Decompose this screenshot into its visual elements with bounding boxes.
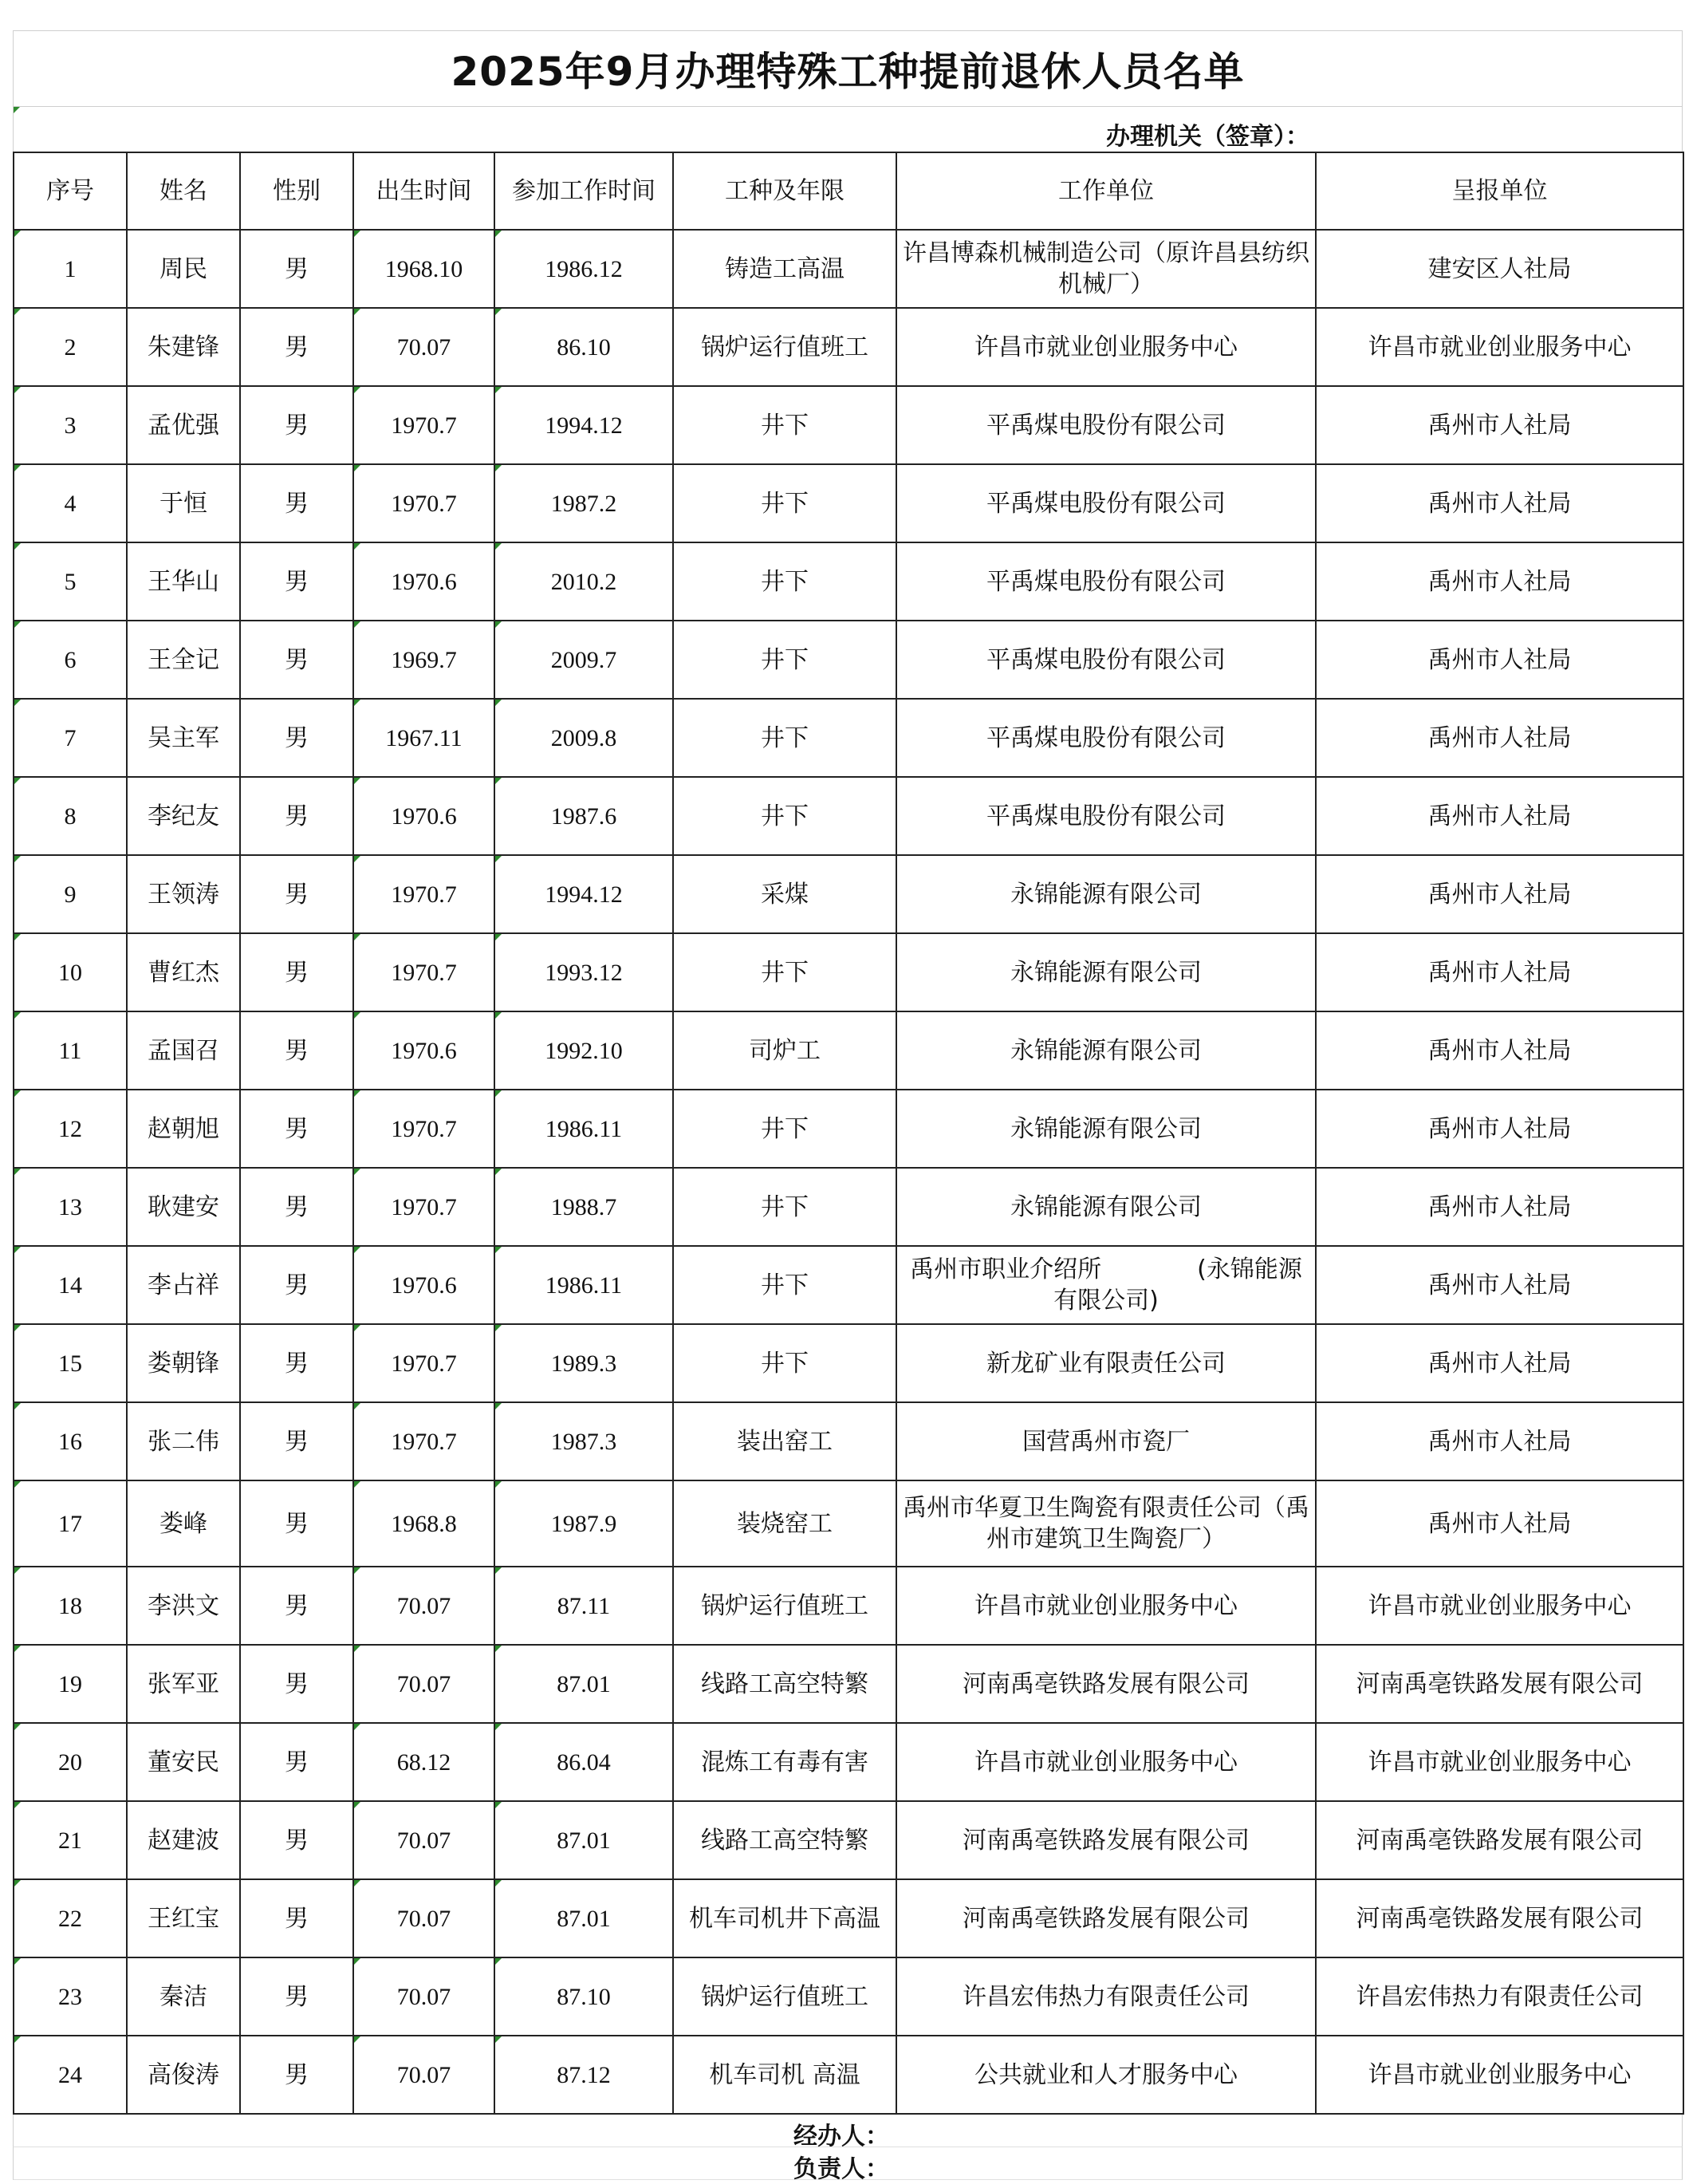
table-cell: 男 <box>240 777 353 855</box>
table-cell: 董安民 <box>127 1723 240 1801</box>
table-cell: 男 <box>240 621 353 699</box>
table-cell: 张军亚 <box>127 1645 240 1723</box>
table-cell: 朱建锋 <box>127 308 240 386</box>
table-cell: 李洪文 <box>127 1567 240 1645</box>
table-cell: 禹州市人社局 <box>1316 1168 1683 1246</box>
table-cell: 7 <box>14 699 127 777</box>
table-cell: 男 <box>240 2036 353 2114</box>
table-cell: 男 <box>240 1402 353 1480</box>
table-cell: 河南禹亳铁路发展有限公司 <box>896 1879 1316 1957</box>
table-cell: 井下 <box>673 542 896 621</box>
table-cell: 禹州市人社局 <box>1316 1090 1683 1168</box>
table-cell: 1970.7 <box>353 1402 494 1480</box>
table-cell: 许昌市就业创业服务中心 <box>1316 1723 1683 1801</box>
table-cell: 河南禹亳铁路发展有限公司 <box>896 1645 1316 1723</box>
leader-label: 负责人： <box>793 2155 889 2183</box>
table-cell: 禹州市人社局 <box>1316 1480 1683 1567</box>
table-cell: 70.07 <box>353 1957 494 2036</box>
table-cell: 1970.7 <box>353 386 494 464</box>
table-cell: 孟优强 <box>127 386 240 464</box>
table-row <box>14 1324 1683 1402</box>
table-cell: 井下 <box>673 1168 896 1246</box>
table-cell: 13 <box>14 1168 127 1246</box>
table-row <box>14 230 1683 308</box>
table-row <box>14 1879 1683 1957</box>
table-cell: 1970.7 <box>353 1090 494 1168</box>
table-row <box>14 777 1683 855</box>
header-cell: 工种及年限 <box>673 152 896 230</box>
table-cell: 8 <box>14 777 127 855</box>
table-cell: 1986.11 <box>494 1090 673 1168</box>
table-cell: 王华山 <box>127 542 240 621</box>
table-cell: 男 <box>240 1645 353 1723</box>
table-cell: 禹州市人社局 <box>1316 542 1683 621</box>
table-cell: 耿建安 <box>127 1168 240 1246</box>
table-cell: 河南禹亳铁路发展有限公司 <box>1316 1879 1683 1957</box>
table-cell: 男 <box>240 855 353 933</box>
table-cell: 男 <box>240 1801 353 1879</box>
table-cell: 86.04 <box>494 1723 673 1801</box>
table-cell: 男 <box>240 1246 353 1324</box>
table-cell: 平禹煤电股份有限公司 <box>896 542 1316 621</box>
table-cell: 男 <box>240 1879 353 1957</box>
table-cell: 禹州市职业介绍所 (永锦能源有限公司) <box>896 1246 1316 1324</box>
header-row <box>14 152 1683 230</box>
table-cell: 1992.10 <box>494 1011 673 1090</box>
table-cell: 平禹煤电股份有限公司 <box>896 777 1316 855</box>
table-row <box>14 1090 1683 1168</box>
table-cell: 永锦能源有限公司 <box>896 855 1316 933</box>
table-cell: 锅炉运行值班工 <box>673 1957 896 2036</box>
table-cell: 6 <box>14 621 127 699</box>
table-cell: 永锦能源有限公司 <box>896 1011 1316 1090</box>
table-cell: 井下 <box>673 621 896 699</box>
table-cell: 井下 <box>673 386 896 464</box>
table-cell: 河南禹亳铁路发展有限公司 <box>1316 1645 1683 1723</box>
table-cell: 高俊涛 <box>127 2036 240 2114</box>
handler-label: 经办人： <box>793 2123 889 2150</box>
table-cell: 河南禹亳铁路发展有限公司 <box>896 1801 1316 1879</box>
table-cell: 男 <box>240 1723 353 1801</box>
table-cell: 1970.7 <box>353 933 494 1011</box>
table-cell: 2009.7 <box>494 621 673 699</box>
table-cell: 70.07 <box>353 2036 494 2114</box>
table-cell: 15 <box>14 1324 127 1402</box>
table-cell: 2 <box>14 308 127 386</box>
table-cell: 许昌市就业创业服务中心 <box>896 1567 1316 1645</box>
footer-leader-row <box>13 2147 1683 2183</box>
table-cell: 1968.8 <box>353 1480 494 1567</box>
table-cell: 曹红杰 <box>127 933 240 1011</box>
table-cell: 禹州市人社局 <box>1316 621 1683 699</box>
table-cell: 赵建波 <box>127 1801 240 1879</box>
header-cell: 出生时间 <box>353 152 494 230</box>
table-row <box>14 1723 1683 1801</box>
table-cell: 男 <box>240 1090 353 1168</box>
table-cell: 22 <box>14 1879 127 1957</box>
table-cell: 1970.6 <box>353 1011 494 1090</box>
table-row <box>14 1567 1683 1645</box>
table-cell: 王红宝 <box>127 1879 240 1957</box>
table-cell: 司炉工 <box>673 1011 896 1090</box>
table-cell: 秦洁 <box>127 1957 240 2036</box>
table-cell: 国营禹州市瓷厂 <box>896 1402 1316 1480</box>
table-cell: 21 <box>14 1801 127 1879</box>
table-cell: 70.07 <box>353 1645 494 1723</box>
table-cell: 1989.3 <box>494 1324 673 1402</box>
table-row <box>14 1246 1683 1324</box>
table-body <box>14 230 1683 2114</box>
table-cell: 许昌市就业创业服务中心 <box>1316 1567 1683 1645</box>
table-cell: 10 <box>14 933 127 1011</box>
table-cell: 许昌博森机械制造公司（原许昌县纺织机械厂） <box>896 230 1316 308</box>
table-cell: 张二伟 <box>127 1402 240 1480</box>
header-cell: 序号 <box>14 152 127 230</box>
table-cell: 吴主军 <box>127 699 240 777</box>
table-cell: 男 <box>240 386 353 464</box>
table-cell: 男 <box>240 933 353 1011</box>
table-cell: 周民 <box>127 230 240 308</box>
table-cell: 永锦能源有限公司 <box>896 1090 1316 1168</box>
table-cell: 许昌市就业创业服务中心 <box>1316 308 1683 386</box>
table-cell: 禹州市人社局 <box>1316 933 1683 1011</box>
table-cell: 公共就业和人才服务中心 <box>896 2036 1316 2114</box>
page-title: 2025年9月办理特殊工种提前退休人员名单 <box>451 49 1245 95</box>
table-cell: 1970.6 <box>353 1246 494 1324</box>
table-cell: 1987.6 <box>494 777 673 855</box>
table-cell: 禹州市人社局 <box>1316 464 1683 542</box>
table-cell: 平禹煤电股份有限公司 <box>896 699 1316 777</box>
table-cell: 铸造工高温 <box>673 230 896 308</box>
title-row <box>13 30 1683 106</box>
table-row <box>14 1168 1683 1246</box>
table-cell: 禹州市人社局 <box>1316 1402 1683 1480</box>
table-row <box>14 2036 1683 2114</box>
table-cell: 装烧窑工 <box>673 1480 896 1567</box>
table-cell: 1 <box>14 230 127 308</box>
table-cell: 许昌市就业创业服务中心 <box>1316 2036 1683 2114</box>
table-cell: 20 <box>14 1723 127 1801</box>
table-cell: 12 <box>14 1090 127 1168</box>
table-cell: 1987.9 <box>494 1480 673 1567</box>
table-cell: 井下 <box>673 1246 896 1324</box>
table-cell: 井下 <box>673 933 896 1011</box>
retiree-table <box>13 152 1684 2115</box>
table-row <box>14 542 1683 621</box>
table-cell: 4 <box>14 464 127 542</box>
table-cell: 采煤 <box>673 855 896 933</box>
table-cell: 86.10 <box>494 308 673 386</box>
table-cell: 禹州市人社局 <box>1316 855 1683 933</box>
table-cell: 锅炉运行值班工 <box>673 308 896 386</box>
header-cell: 工作单位 <box>896 152 1316 230</box>
table-row <box>14 1957 1683 2036</box>
table-cell: 1970.7 <box>353 1324 494 1402</box>
table-cell: 男 <box>240 1957 353 2036</box>
table-row <box>14 699 1683 777</box>
table-cell: 87.01 <box>494 1801 673 1879</box>
table-cell: 68.12 <box>353 1723 494 1801</box>
table-cell: 平禹煤电股份有限公司 <box>896 621 1316 699</box>
table-cell: 井下 <box>673 777 896 855</box>
table-row <box>14 386 1683 464</box>
table-cell: 70.07 <box>353 1801 494 1879</box>
table-row <box>14 1645 1683 1723</box>
table-cell: 男 <box>240 1168 353 1246</box>
table-cell: 70.07 <box>353 308 494 386</box>
table-cell: 70.07 <box>353 1567 494 1645</box>
table-cell: 男 <box>240 699 353 777</box>
table-cell: 男 <box>240 542 353 621</box>
table-cell: 禹州市华夏卫生陶瓷有限责任公司（禹州市建筑卫生陶瓷厂） <box>896 1480 1316 1567</box>
table-cell: 男 <box>240 1567 353 1645</box>
table-cell: 11 <box>14 1011 127 1090</box>
table-cell: 井下 <box>673 464 896 542</box>
footer-handler-row <box>13 2115 1683 2150</box>
table-cell: 87.01 <box>494 1645 673 1723</box>
table-cell: 混炼工有毒有害 <box>673 1723 896 1801</box>
table-row <box>14 1402 1683 1480</box>
table-cell: 装出窑工 <box>673 1402 896 1480</box>
table-cell: 男 <box>240 464 353 542</box>
table-cell: 赵朝旭 <box>127 1090 240 1168</box>
table-cell: 87.12 <box>494 2036 673 2114</box>
table-cell: 1970.7 <box>353 1168 494 1246</box>
table-cell: 井下 <box>673 699 896 777</box>
cell-marker <box>14 107 20 113</box>
table-cell: 永锦能源有限公司 <box>896 933 1316 1011</box>
table-cell: 平禹煤电股份有限公司 <box>896 386 1316 464</box>
table-cell: 许昌宏伟热力有限责任公司 <box>896 1957 1316 2036</box>
table-cell: 19 <box>14 1645 127 1723</box>
table-cell: 机车司机井下高温 <box>673 1879 896 1957</box>
table-cell: 井下 <box>673 1090 896 1168</box>
table-cell: 锅炉运行值班工 <box>673 1567 896 1645</box>
table-cell: 14 <box>14 1246 127 1324</box>
table-cell: 17 <box>14 1480 127 1567</box>
table-cell: 18 <box>14 1567 127 1645</box>
table-row <box>14 933 1683 1011</box>
table-cell: 禹州市人社局 <box>1316 1011 1683 1090</box>
table-cell: 男 <box>240 1480 353 1567</box>
table-cell: 1969.7 <box>353 621 494 699</box>
table-cell: 禹州市人社局 <box>1316 699 1683 777</box>
table-cell: 王全记 <box>127 621 240 699</box>
table-cell: 男 <box>240 230 353 308</box>
table-cell: 87.01 <box>494 1879 673 1957</box>
table-cell: 男 <box>240 308 353 386</box>
table-cell: 新龙矿业有限责任公司 <box>896 1324 1316 1402</box>
table-cell: 建安区人社局 <box>1316 230 1683 308</box>
sign-label: 办理机关（签章）： <box>1106 123 1309 151</box>
table-cell: 87.11 <box>494 1567 673 1645</box>
sign-row <box>13 106 1683 152</box>
table-cell: 1970.7 <box>353 855 494 933</box>
table-cell: 3 <box>14 386 127 464</box>
table-cell: 娄朝锋 <box>127 1324 240 1402</box>
table-cell: 1988.7 <box>494 1168 673 1246</box>
table-cell: 1986.11 <box>494 1246 673 1324</box>
table-cell: 禹州市人社局 <box>1316 1324 1683 1402</box>
table-cell: 于恒 <box>127 464 240 542</box>
table-cell: 1970.6 <box>353 777 494 855</box>
table-row <box>14 1801 1683 1879</box>
table-cell: 1994.12 <box>494 386 673 464</box>
table-cell: 王领涛 <box>127 855 240 933</box>
header-cell: 性别 <box>240 152 353 230</box>
table-cell: 5 <box>14 542 127 621</box>
table-cell: 机车司机 高温 <box>673 2036 896 2114</box>
table-cell: 男 <box>240 1324 353 1402</box>
header-cell: 参加工作时间 <box>494 152 673 230</box>
table-cell: 1967.11 <box>353 699 494 777</box>
spreadsheet <box>13 30 1683 2183</box>
table-cell: 2010.2 <box>494 542 673 621</box>
table-row <box>14 855 1683 933</box>
table-row <box>14 464 1683 542</box>
table-cell: 线路工高空特繁 <box>673 1801 896 1879</box>
table-cell: 禹州市人社局 <box>1316 386 1683 464</box>
header-cell: 呈报单位 <box>1316 152 1683 230</box>
table-row <box>14 621 1683 699</box>
table-cell: 许昌市就业创业服务中心 <box>896 1723 1316 1801</box>
table-cell: 娄峰 <box>127 1480 240 1567</box>
table-cell: 1994.12 <box>494 855 673 933</box>
table-cell: 许昌宏伟热力有限责任公司 <box>1316 1957 1683 2036</box>
table-cell: 16 <box>14 1402 127 1480</box>
table-cell: 李占祥 <box>127 1246 240 1324</box>
table-cell: 1986.12 <box>494 230 673 308</box>
table-cell: 平禹煤电股份有限公司 <box>896 464 1316 542</box>
table-cell: 1993.12 <box>494 933 673 1011</box>
table-cell: 1970.6 <box>353 542 494 621</box>
table-cell: 9 <box>14 855 127 933</box>
table-cell: 永锦能源有限公司 <box>896 1168 1316 1246</box>
table-cell: 线路工高空特繁 <box>673 1645 896 1723</box>
table-cell: 孟国召 <box>127 1011 240 1090</box>
table-cell: 1968.10 <box>353 230 494 308</box>
table-row <box>14 1011 1683 1090</box>
table-cell: 23 <box>14 1957 127 2036</box>
table-cell: 男 <box>240 1011 353 1090</box>
table-cell: 河南禹亳铁路发展有限公司 <box>1316 1801 1683 1879</box>
table-cell: 70.07 <box>353 1879 494 1957</box>
table-cell: 许昌市就业创业服务中心 <box>896 308 1316 386</box>
table-cell: 24 <box>14 2036 127 2114</box>
table-row <box>14 1480 1683 1567</box>
table-cell: 禹州市人社局 <box>1316 777 1683 855</box>
table-cell: 1970.7 <box>353 464 494 542</box>
table-cell: 87.10 <box>494 1957 673 2036</box>
table-row <box>14 308 1683 386</box>
table-cell: 禹州市人社局 <box>1316 1246 1683 1324</box>
table-cell: 井下 <box>673 1324 896 1402</box>
table-cell: 1987.3 <box>494 1402 673 1480</box>
table-cell: 1987.2 <box>494 464 673 542</box>
table-cell: 李纪友 <box>127 777 240 855</box>
header-cell: 姓名 <box>127 152 240 230</box>
table-cell: 2009.8 <box>494 699 673 777</box>
